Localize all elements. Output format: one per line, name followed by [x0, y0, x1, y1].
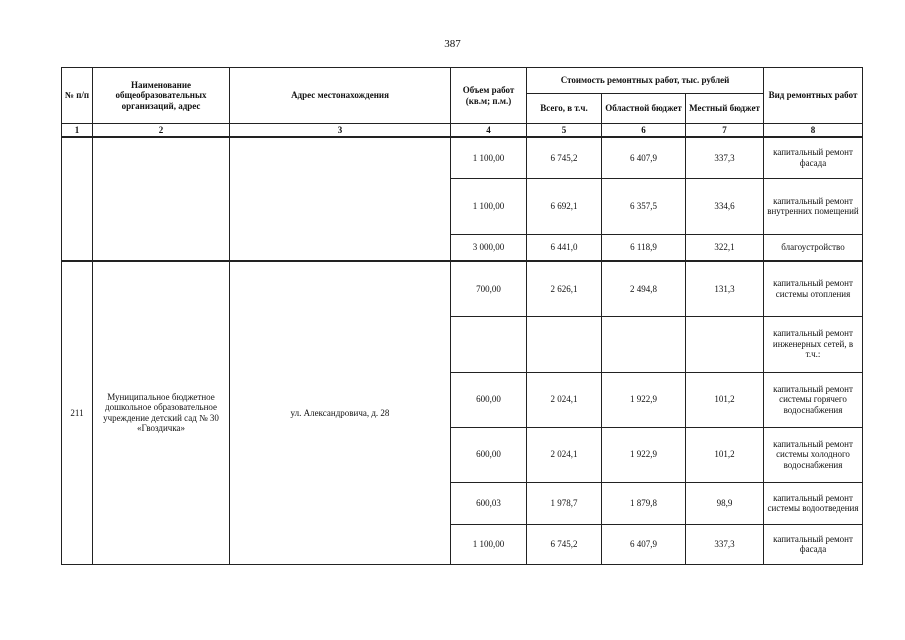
regional-cell: 1 922,9	[602, 427, 686, 482]
total-cell: 6 692,1	[527, 178, 602, 234]
local-cell: 322,1	[686, 234, 764, 261]
regional-cell: 1 879,8	[602, 482, 686, 524]
header-cost-group: Стоимость ремонтных работ, тыс. рублей	[527, 68, 764, 94]
work-type-cell: капитальный ремонт внутренних помещений	[764, 178, 863, 234]
index-cell: 8	[764, 124, 863, 138]
header-total: Всего, в т.ч.	[527, 94, 602, 124]
total-cell: 6 745,2	[527, 524, 602, 564]
local-cell: 101,2	[686, 427, 764, 482]
volume-cell	[451, 316, 527, 372]
organization-cell	[93, 137, 230, 261]
work-type-cell: благоустройство	[764, 234, 863, 261]
local-cell: 337,3	[686, 137, 764, 178]
index-cell: 1	[62, 124, 93, 138]
row-number-cell	[62, 137, 93, 261]
index-cell: 6	[602, 124, 686, 138]
index-cell: 5	[527, 124, 602, 138]
volume-cell: 1 100,00	[451, 178, 527, 234]
regional-cell: 6 118,9	[602, 234, 686, 261]
work-type-cell: капитальный ремонт системы водоотведения	[764, 482, 863, 524]
address-cell: ул. Александровича, д. 28	[230, 261, 451, 564]
total-cell	[527, 316, 602, 372]
local-cell: 337,3	[686, 524, 764, 564]
header-volume: Объем работ (кв.м; п.м.)	[451, 68, 527, 124]
total-cell: 2 024,1	[527, 427, 602, 482]
organization-cell: Муниципальное бюджетное дошкольное образовательное учреждение детский сад № 30 «Гвоздичка»	[93, 261, 230, 564]
work-type-cell: капитальный ремонт системы отопления	[764, 261, 863, 316]
volume-cell: 700,00	[451, 261, 527, 316]
volume-cell: 600,03	[451, 482, 527, 524]
volume-cell: 1 100,00	[451, 137, 527, 178]
regional-cell	[602, 316, 686, 372]
volume-cell: 600,00	[451, 372, 527, 427]
header-organization: Наименование общеобразовательных организаций, адрес	[93, 68, 230, 124]
index-cell: 3	[230, 124, 451, 138]
total-cell: 2 024,1	[527, 372, 602, 427]
header-local: Местный бюджет	[686, 94, 764, 124]
repair-works-table	[61, 67, 863, 565]
header-number: № п/п	[62, 68, 93, 124]
index-cell: 7	[686, 124, 764, 138]
regional-cell: 1 922,9	[602, 372, 686, 427]
row-number-cell: 211	[62, 261, 93, 564]
index-cell: 2	[93, 124, 230, 138]
header-address: Адрес местонахождения	[230, 68, 451, 124]
regional-cell: 6 407,9	[602, 137, 686, 178]
regional-cell: 6 357,5	[602, 178, 686, 234]
work-type-cell: капитальный ремонт фасада	[764, 137, 863, 178]
volume-cell: 3 000,00	[451, 234, 527, 261]
local-cell: 334,6	[686, 178, 764, 234]
local-cell: 131,3	[686, 261, 764, 316]
page-number: 387	[444, 38, 461, 50]
regional-cell: 2 494,8	[602, 261, 686, 316]
total-cell: 1 978,7	[527, 482, 602, 524]
table-row	[62, 261, 863, 316]
header-work-type: Вид ремонтных работ	[764, 68, 863, 124]
total-cell: 6 441,0	[527, 234, 602, 261]
index-cell: 4	[451, 124, 527, 138]
table-row	[62, 137, 863, 178]
local-cell: 98,9	[686, 482, 764, 524]
total-cell: 6 745,2	[527, 137, 602, 178]
work-type-cell: капитальный ремонт инженерных сетей, в т.ч.:	[764, 316, 863, 372]
local-cell	[686, 316, 764, 372]
work-type-cell: капитальный ремонт системы холодного водоснабжения	[764, 427, 863, 482]
volume-cell: 1 100,00	[451, 524, 527, 564]
header-regional: Областной бюджет	[602, 94, 686, 124]
address-cell	[230, 137, 451, 261]
work-type-cell: капитальный ремонт системы горячего водоснабжения	[764, 372, 863, 427]
volume-cell: 600,00	[451, 427, 527, 482]
work-type-cell: капитальный ремонт фасада	[764, 524, 863, 564]
regional-cell: 6 407,9	[602, 524, 686, 564]
local-cell: 101,2	[686, 372, 764, 427]
total-cell: 2 626,1	[527, 261, 602, 316]
